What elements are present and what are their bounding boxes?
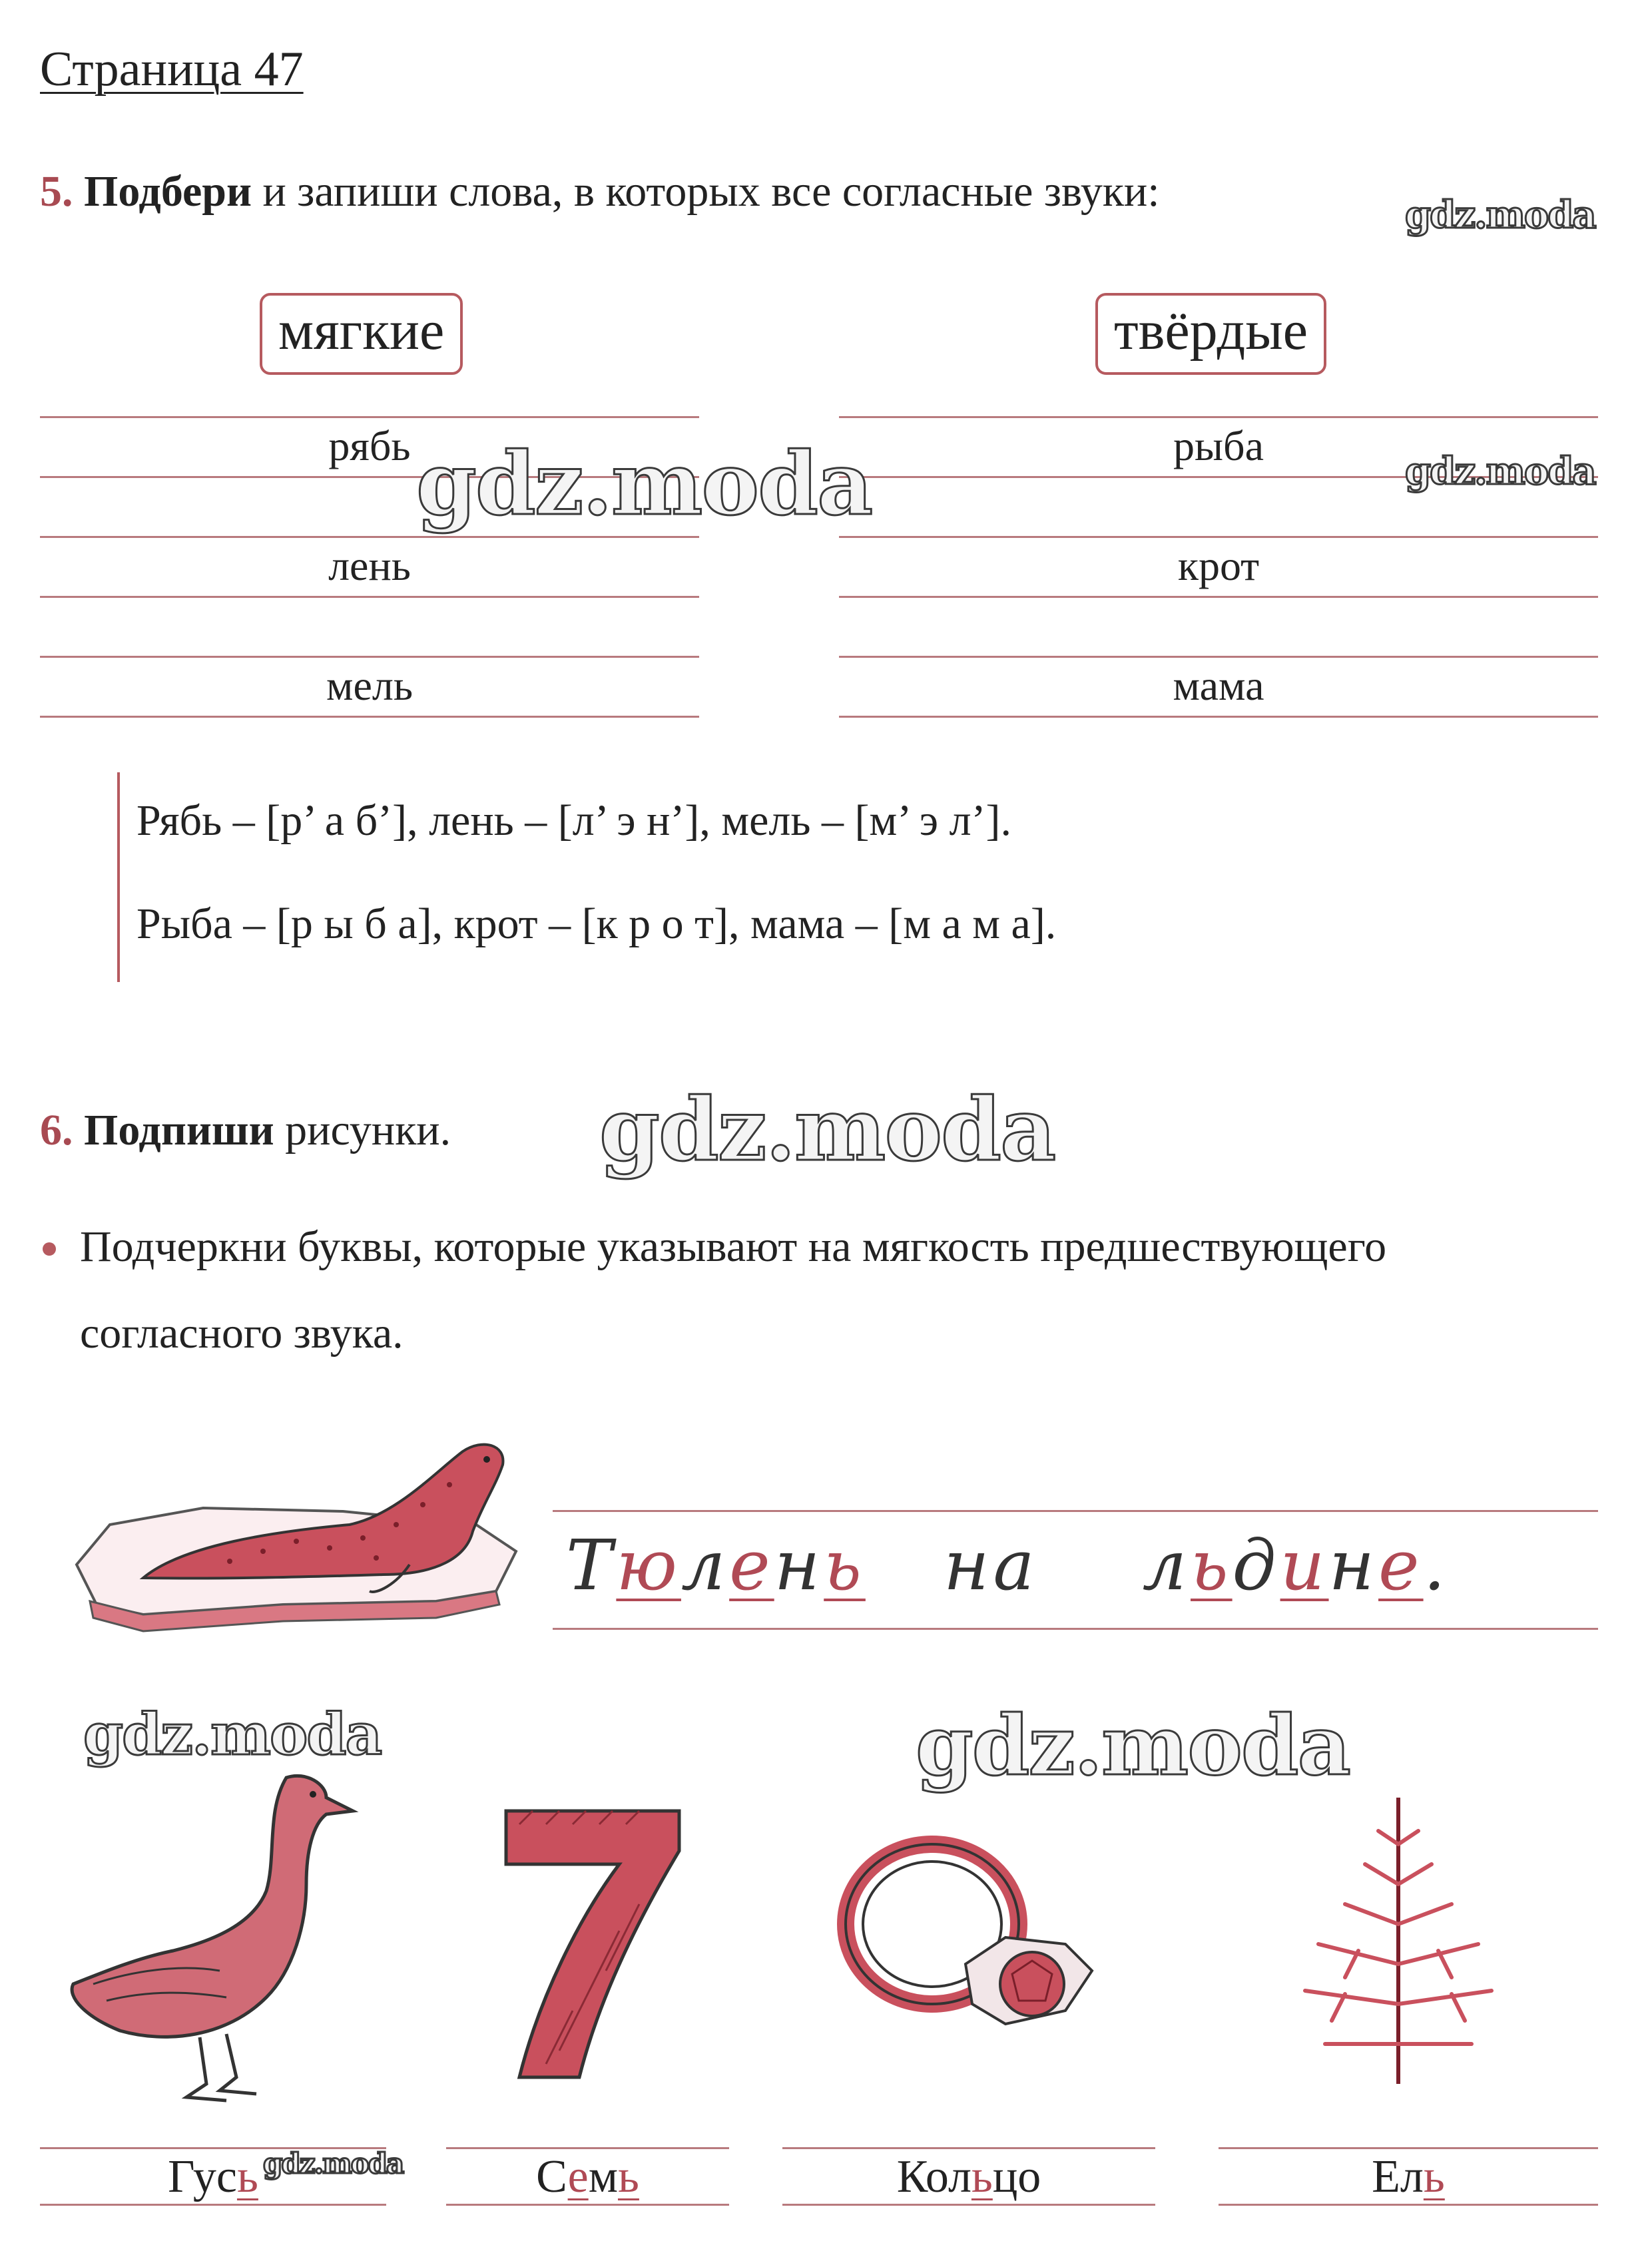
writing-line [40,656,699,658]
writing-line [782,2204,1155,2206]
task-text: и запиши слова, в которых все согласные звуки: [251,167,1160,216]
soft-indicator-letter: е [1378,1525,1424,1606]
soft-word: лень [328,542,411,589]
goose-icon [67,1771,373,2111]
watermark: gdz.moda [83,1701,382,1768]
bullet-icon [43,1242,56,1256]
handwritten-sentence [566,1525,1450,1606]
soft-indicator-letter: ь [824,1525,866,1606]
watermark: gdz.moda [416,433,872,535]
writing-line [40,536,699,538]
caption-seven [446,2150,729,2204]
instruction-line: Подчеркни буквы, которые указывают на мягкость предшествующего [80,1222,1387,1271]
letter: . [1423,1525,1450,1606]
letter: Т [566,1525,617,1606]
task-number: 6. [40,1106,73,1154]
soft-indicator-letter: ь [971,2151,993,2202]
instruction-line: согласного звука. [80,1309,404,1358]
hard-label-box: твёрдые [1095,293,1326,375]
answer-line: Рябь – [р’ а б’], лень – [л’ э н’], мель – [м’ э л’]. [137,796,1012,845]
soft-indicator-letter: е [567,2151,589,2202]
task-number: 5. [40,167,73,216]
hard-word: мама [1173,662,1264,709]
seal-on-ice-icon [63,1425,529,1638]
caption-text: м [588,2151,618,2202]
letter: д [1232,1525,1280,1606]
writing-line [446,2204,729,2206]
soft-indicator-letter: ь [617,2151,639,2202]
page-title: Страница 47 [40,42,304,97]
task-text: рисунки. [274,1106,451,1154]
number-seven-icon [479,1798,692,2091]
soft-label-box: мягкие [260,293,463,375]
soft-word: мель [326,662,413,709]
caption-text: Ел [1372,2151,1424,2202]
watermark: gdz.moda [599,1079,1055,1180]
fir-tree-icon [1278,1791,1518,2097]
writing-line [553,1628,1598,1630]
hard-word: рыба [1173,422,1264,469]
writing-line [839,596,1598,598]
word: на [944,1525,1039,1606]
task-verb: Подпиши [84,1106,274,1154]
writing-line [553,1510,1598,1512]
soft-indicator-letter: е [729,1525,774,1606]
soft-word: рябь [328,422,411,469]
soft-indicator-letter: ь [1423,2151,1445,2202]
writing-line [446,2147,729,2149]
writing-line [782,2147,1155,2149]
writing-line [839,536,1598,538]
writing-line [1219,2147,1598,2149]
watermark: gdz.moda [1405,449,1595,493]
caption-text: С [536,2151,568,2202]
caption-text: цо [992,2151,1041,2202]
answer-margin-line [117,772,120,982]
ring-icon [832,1824,1112,2044]
caption-text: Гус [168,2151,237,2202]
writing-line [40,2204,386,2206]
hard-word: крот [1177,542,1260,589]
task-5-heading [40,166,1160,217]
soft-indicator-letter: ю [616,1525,681,1606]
watermark: gdz.moda [916,1698,1350,1794]
answer-line: Рыба – [р ы б а], крот – [к р о т], мама – [м а м а]. [137,899,1057,948]
task-verb: Подбери [84,167,252,216]
letter: н [774,1525,824,1606]
writing-line [839,656,1598,658]
watermark: gdz.moda [263,2147,404,2180]
writing-line [40,596,699,598]
writing-line [839,716,1598,718]
writing-line [839,416,1598,418]
soft-indicator-letter: ь [236,2151,258,2202]
task-6-heading [40,1105,451,1156]
soft-indicator-letter: ь [1191,1525,1233,1606]
letter: л [681,1525,730,1606]
caption-fir-tree [1219,2150,1598,2204]
letter: л [1142,1525,1191,1606]
writing-line [40,416,699,418]
writing-line [1219,2204,1598,2206]
letter: н [1328,1525,1379,1606]
watermark: gdz.moda [1405,193,1595,237]
caption-ring [782,2150,1155,2204]
soft-indicator-letter: и [1280,1525,1329,1606]
caption-text: Кол [896,2151,971,2202]
writing-line [40,716,699,718]
